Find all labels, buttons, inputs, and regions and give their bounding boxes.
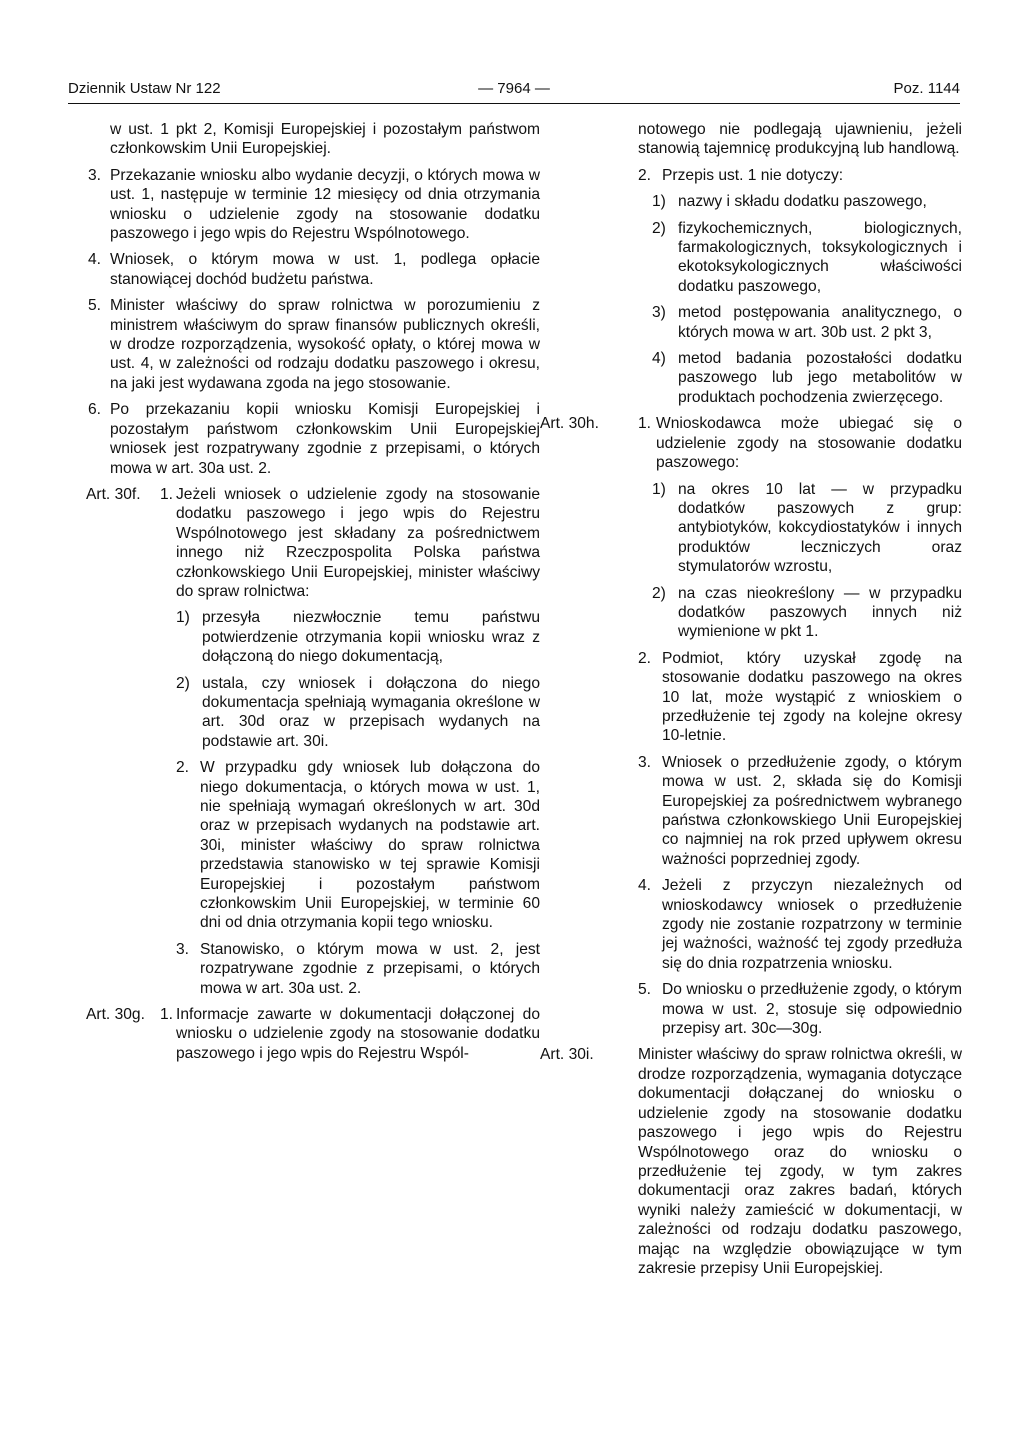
article-30h-point-2: 2) na czas nieokreślony — w przypadku dodatków paszowych innych niż wymienione w pkt 1.: [652, 584, 962, 641]
point-number: 3): [652, 304, 666, 322]
article-30h-point-1: 1) na okres 10 lat — w przypadku dodatków paszowych z grup: antybiotyków, kokcydiostatyków i innych produktów leczniczych oraz stymulatorów wzrostu,: [652, 480, 962, 576]
paragraph-30g-2-point-1: 1) nazwy i składu dodatku paszowego,: [652, 193, 927, 211]
paragraph-30e-2-continued: w ust. 1 pkt 2, Komisji Europejskiej i pozostałym państwom członkowskim Unii Europejskiej.: [110, 121, 540, 158]
paragraph-number: 2.: [176, 759, 190, 777]
article-30i: Art. 30i. Minister właściwy do spraw rolnictwa określi, w drodze rozporządzenia, wymagania dotyczące dokumentacji dołączanej do wniosku o udzielenie zgody na stosowanie dodatku paszowego i jego wpis do Rejestru Wspólnotowego oraz do wniosku o przedłużenie tej zgody, w tym zakres dokumentacji oraz zakres badań, których wyniki należy zamieścić w dokumentacji, w zależności od rodzaju dodatku paszowego, mając na względzie obowiązujące w tym zakresie przepisy Unii Europejskiej.: [540, 1046, 962, 1277]
paragraph-number: 1.: [638, 415, 652, 433]
article-30h-paragraph-2: 2. Podmiot, który uzyskał zgodę na stosowanie dodatku paszowego na okres 10 lat, może wystąpić z wnioskiem o przedłużenie tej zgody na kolejne okresy 10-letnie.: [638, 649, 962, 745]
article-label: Art. 30h.: [540, 415, 599, 433]
point-number: 1): [176, 609, 190, 627]
article-label: Art. 30g.: [86, 1006, 145, 1024]
article-30f-point-2: 2) ustala, czy wniosek i dołączona do niego dokumentacja spełniają wymagania określone w art. 30d oraz w przepisach wydanych na podstawie art. 30i.: [176, 674, 540, 750]
article-30h-paragraph-5: 5. Do wniosku o przedłużenie zgody, o którym mowa w ust. 2, stosuje się odpowiednio przepisy art. 30c—30g.: [638, 981, 962, 1038]
paragraph-30e-3: 3. Przekazanie wniosku albo wydanie decyzji, o których mowa w ust. 1, następuje w terminie 12 miesięcy od dnia otrzymania wniosku o udzielenie zgody na stosowanie dodatku paszowego i jego wpis do Rejestru Wspólnotowego.: [88, 166, 540, 243]
article-label: Art. 30i.: [540, 1046, 594, 1064]
paragraph-number: 2.: [638, 649, 652, 667]
paragraph-30e-4: 4. Wniosek, o którym mowa w ust. 1, podlega opłacie stanowiącej dochód budżetu państwa.: [88, 251, 540, 288]
paragraph-number: 3.: [638, 753, 652, 771]
article-30f-point-1: 1) przesyła niezwłocznie temu państwu potwierdzenie otrzymania kopii wniosku wraz z dołączoną do niego dokumentacją,: [176, 609, 540, 666]
paragraph-number: 1.: [160, 485, 174, 503]
paragraph-number: 2.: [638, 166, 652, 184]
right-column: [540, 120, 962, 1285]
article-30f-paragraph-3: 3. Stanowisko, o którym mowa w ust. 2, jest rozpatrywane zgodnie z przepisami, o których mowa w art. 30a ust. 2.: [176, 940, 540, 997]
paragraph-number: 4.: [638, 877, 652, 895]
point-number: 2): [176, 674, 190, 692]
paragraph-number: 4.: [88, 251, 102, 269]
paragraph-30g-2-point-4: 4) metod badania pozostałości dodatku paszowego lub jego metabolitów w produktach pochodzenia zwierzęcego.: [652, 350, 962, 406]
point-number: 2): [652, 584, 666, 602]
point-number: 1): [652, 193, 666, 211]
point-number: 2): [652, 219, 666, 237]
article-30g-paragraph-1: Art. 30g. 1. Informacje zawarte w dokumentacji dołączonej do wniosku o udzielenie zgody na stosowanie dodatku paszowego i jego wpis do Rejestru Wspól-: [86, 1006, 540, 1062]
paragraph-number: 1.: [160, 1006, 174, 1024]
header-rule: [68, 103, 960, 104]
paragraph-30g-2-point-3: 3) metod postępowania analitycznego, o których mowa w art. 30b ust. 2 pkt 3,: [652, 304, 962, 341]
paragraph-number: 6.: [88, 401, 102, 419]
paragraph-30e-5: 5. Minister właściwy do spraw rolnictwa w porozumieniu z ministrem właściwym do spraw finansów publicznych określi, w drodze rozporządzenia, wysokość opłaty, o której mowa w ust. 4, w zależności od rodzaju dodatku paszowego i okresu, na jaki jest wydawana zgoda na jego stosowanie.: [88, 297, 540, 392]
left-column: [88, 120, 540, 1070]
point-number: 1): [652, 480, 666, 498]
paragraph-number: 5.: [88, 297, 102, 315]
journal-title: Dziennik Ustaw Nr 122: [68, 80, 221, 97]
article-30h-paragraph-1: Art. 30h. 1. Wnioskodawca może ubiegać się o udzielenie zgody na stosowanie dodatku paszowego:: [540, 415, 962, 472]
paragraph-30g-2-point-2: 2) fizykochemicznych, biologicznych, farmakologicznych, toksykologicznych i ekotoksykologicznych właściwości dodatku paszowego,: [652, 219, 962, 295]
page-header: [68, 80, 960, 102]
position-number: Poz. 1144: [893, 80, 960, 97]
article-30f-paragraph-2: 2. W przypadku gdy wniosek lub dołączona do niego dokumentacja, o których mowa w ust. 1, nie spełniają wymagań określonych w art. 30d oraz w przepisach wydanych na podstawie art. 30i, minister właściwy do spraw rolnictwa przedstawia stanowisko w tej sprawie Komisji Europejskiej i pozostałym państwom członkowskim Unii Europejskiej, w terminie 60 dni od dnia otrzymania kopii tego wniosku.: [176, 759, 540, 932]
paragraph-number: 3.: [176, 940, 190, 958]
page-number: — 7964 —: [478, 80, 550, 97]
paragraph-30g-1-continued: notowego nie podlegają ujawnieniu, jeżeli stanowią tajemnicę produkcyjną lub handlową.: [638, 121, 962, 158]
article-30f-paragraph-1: Art. 30f. 1. Jeżeli wniosek o udzielenie zgody na stosowanie dodatku paszowego i jego wpis do Rejestru Wspólnotowego jest składany za pośrednictwem innego niż Rzeczpospolita Polska państwa członkowskiego Unii Europejskiej, minister właściwy do spraw rolnictwa:: [86, 485, 540, 600]
paragraph-30e-6: 6. Po przekazaniu kopii wniosku Komisji Europejskiej i pozostałym państwom członkowskim Unii Europejskiej wniosek jest rozpatrywany zgodnie z przepisami, o których mowa w art. 30a ust. 2.: [88, 401, 540, 477]
article-30h-paragraph-3: 3. Wniosek o przedłużenie zgody, o którym mowa w ust. 2, składa się do Komisji Europejskiej za pośrednictwem wybranego państwa członkowskiego Unii Europejskiej co najmniej na rok przed upływem okresu ważności poprzedniej zgody.: [638, 753, 962, 868]
paragraph-number: 3.: [88, 166, 102, 184]
article-30h-paragraph-4: 4. Jeżeli z przyczyn niezależnych od wnioskodawcy wniosek o przedłużenie zgody nie zostanie rozpatrzony w terminie jej ważności, ważność tej zgody przedłuża się do dnia rozpatrzenia wniosku.: [638, 877, 962, 972]
point-number: 4): [652, 350, 666, 368]
paragraph-number: 5.: [638, 981, 652, 999]
article-label: Art. 30f.: [86, 485, 141, 503]
paragraph-30g-2: 2. Przepis ust. 1 nie dotyczy:: [638, 166, 844, 184]
